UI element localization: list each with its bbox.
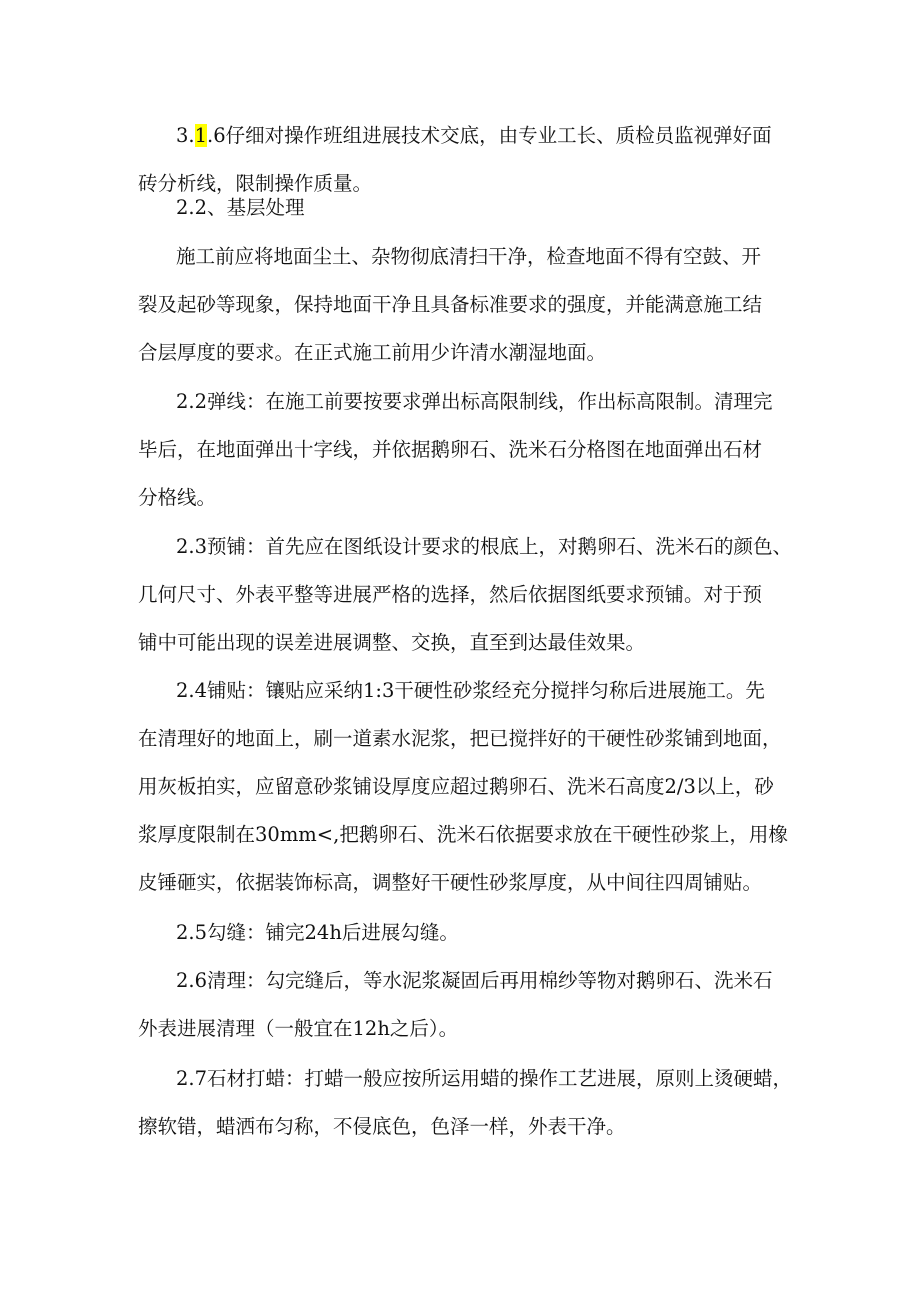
- paragraph-2-3-prelay: [138, 523, 793, 667]
- line: 2.6清理：勾完缝后，等水泥浆凝固后再用棉纱等物对鹅卵石、洗米石: [176, 969, 773, 992]
- line: 擦软错，蜡洒布匀称，不侵底色，色泽一样，外表干净。: [138, 1115, 626, 1138]
- paragraph-2-2-marking: [138, 378, 788, 522]
- highlighted-text: 1: [194, 124, 208, 147]
- line: 外表进展清理（一般宜在12h之后）。: [138, 1017, 459, 1040]
- line: 裂及起砂等现象，保持地面干净且具备标准要求的强度，并能满意施工结: [138, 293, 763, 316]
- paragraph-2-5-pointing: [138, 909, 788, 957]
- paragraph-base-treatment: [138, 233, 788, 377]
- line: 几何尺寸、外表平整等进展严格的选择，然后依据图纸要求预铺。对于预: [138, 583, 763, 606]
- line: 2.2弹线：在施工前要按要求弹出标高限制线，作出标高限制。清理完: [176, 390, 773, 413]
- text-segment: .6仔细对操作班组进展技术交底，由专业工长、质检员监视弹好面: [207, 124, 772, 147]
- line: [138, 112, 788, 160]
- line: 2.2、基层处理: [176, 196, 305, 219]
- line: 毕后，在地面弹出十字线，并依据鹅卵石、洗米石分格图在地面弹出石材: [138, 438, 763, 461]
- line: 施工前应将地面尘土、杂物彻底清扫干净，检查地面不得有空鼓、开: [176, 245, 762, 268]
- paragraph-2-7-waxing: [138, 1055, 793, 1151]
- line: 用灰板拍实，应留意砂浆铺设厚度应超过鹅卵石、洗米石高度2/3以上，砂: [138, 775, 774, 798]
- line: 2.5勾缝：铺完24h后进展勾缝。: [176, 921, 459, 944]
- paragraph-2-6-cleaning: [138, 957, 788, 1053]
- line: 铺中可能出现的误差进展调整、交换，直至到达最佳效果。: [138, 631, 646, 654]
- line: 2.4铺贴：镶贴应采纳1:3干硬性砂浆经充分搅拌匀称后进展施工。先: [176, 679, 765, 702]
- text-segment: 3.: [176, 124, 195, 147]
- line: 皮锤砸实，依据装饰标高，调整好干硬性砂浆厚度，从中间往四周铺贴。: [138, 871, 763, 894]
- line: 在清理好的地面上，刷一道素水泥浆，把已搅拌好的干硬性砂浆铺到地面，: [138, 727, 782, 750]
- paragraph-2-4-laying: [138, 667, 788, 907]
- section-heading-2-2: [138, 184, 788, 232]
- line: 浆厚度限制在30mm<,把鹅卵石、洗米石依据要求放在干硬性砂浆上，用橡: [138, 823, 788, 846]
- line: 2.7石材打蜡：打蜡一般应按所运用蜡的操作工艺进展，原则上烫硬蜡，: [176, 1067, 793, 1090]
- line: 2.3预铺：首先应在图纸设计要求的根底上，对鹅卵石、洗米石的颜色、: [176, 535, 793, 558]
- line: 合层厚度的要求。在正式施工前用少许清水潮湿地面。: [138, 341, 607, 364]
- line: 砖分析线，限制操作质量。: [138, 172, 373, 195]
- line: 分格线。: [138, 486, 217, 509]
